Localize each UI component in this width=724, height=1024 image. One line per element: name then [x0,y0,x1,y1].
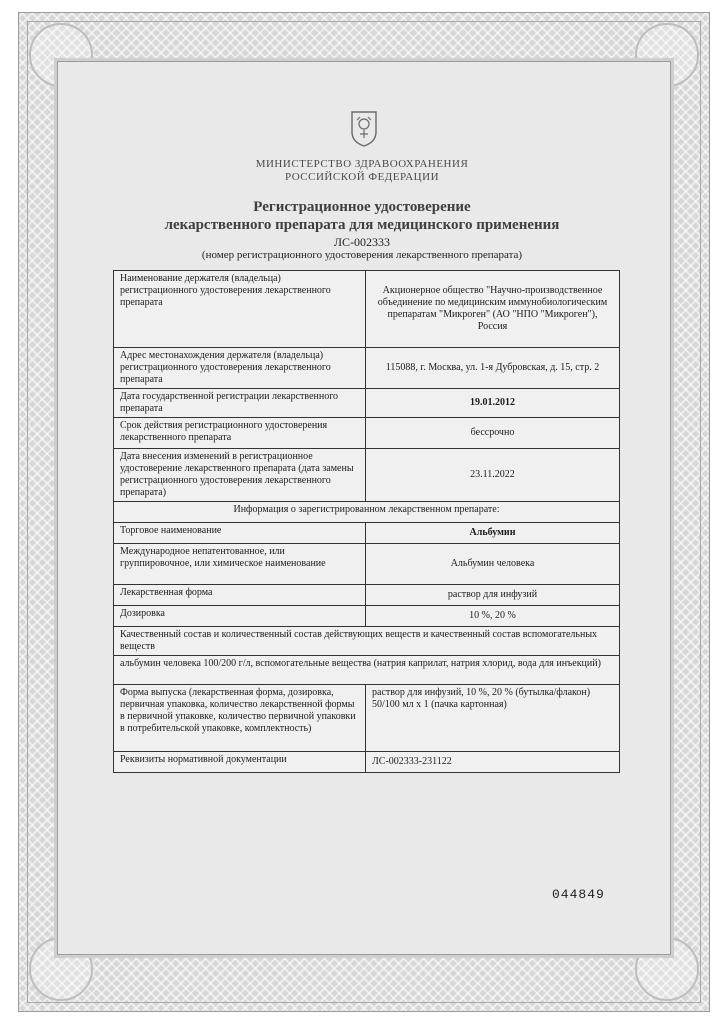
normative-docs-label: Реквизиты нормативной документации [114,752,366,772]
reg-date-label: Дата государственной регистрации лекарственного препарата [114,389,366,417]
table-row [114,502,619,523]
table-row [114,389,619,418]
address-label: Адрес местонахождения держателя (владельца) регистрационного удостоверения лекарственного препарата [114,348,366,388]
table-row [114,606,619,627]
table-row [114,418,619,449]
table-row [114,685,619,752]
registration-number-caption: (номер регистрационного удостоверения лекарственного препарата) [201,249,523,261]
reg-date-value: 19.01.2012 [470,397,515,408]
release-form-label: Форма выпуска (лекарственная форма, дозировка, первичная упаковка, количество лекарственной формы в первичной упаковке, количество первичной упаковки в потребительской упаковке, комплектность) [114,685,366,751]
dosage-form-value: раствор для инфузий [447,589,538,600]
dosage-form-label: Лекарственная форма [114,585,366,605]
serial-number: 044849 [552,887,605,902]
table-row [114,523,619,544]
dosage-label: Дозировка [114,606,366,626]
trade-name-value: Альбумин [469,527,516,538]
table-row [114,544,619,585]
holder-label: Наименование держателя (владельца) регистрационного удостоверения лекарственного препарата [114,271,366,347]
release-form-value: раствор для инфузий, 10 %, 20 % (бутылка/флакон) 50/100 мл x 1 (пачка картонная) [372,687,591,710]
address-value: 115088, г. Москва, ул. 1-я Дубровская, д. 15, стр. 2 [385,362,600,373]
drug-info-header: Информация о зарегистрированном лекарственном препарате: [233,504,500,515]
validity-value: бессрочно [470,427,515,438]
composition-label: Качественный состав и количественный состав действующих веществ и качественный состав вспомогательных веществ [120,629,598,652]
inn-value: Альбумин человека [450,558,535,569]
document-title-line2: лекарственного препарата для медицинского применения [164,217,560,233]
normative-docs-value: ЛС-002333-231122 [372,756,452,767]
table-row [114,656,619,685]
ministry-name-line2: РОССИЙСКОЙ ФЕДЕРАЦИИ [284,171,440,183]
table-row [114,271,619,348]
document-title-line1: Регистрационное удостоверение [253,199,471,215]
ministry-name-line1: МИНИСТЕРСТВО ЗДРАВООХРАНЕНИЯ [255,158,469,170]
validity-label: Срок действия регистрационного удостоверения лекарственного препарата [114,418,366,448]
coat-of-arms-icon [348,108,380,148]
inn-label: Международное непатентованное, или группировочное, или химическое наименование [114,544,366,584]
table-row [114,752,619,772]
composition-value: альбумин человека 100/200 г/л, вспомогательные вещества (натрия каприлат, натрия хлорид, вода для инъекций) [120,658,601,669]
table-row [114,348,619,389]
dosage-value: 10 %, 20 % [469,610,516,621]
changes-label: Дата внесения изменений в регистрационное удостоверение лекарственного препарата (дата замены регистрационного удостоверения лекарственного препарата) [114,449,366,501]
table-row [114,627,619,656]
certificate-table [113,270,620,773]
trade-name-label: Торговое наименование [114,523,366,543]
table-row [114,585,619,606]
table-row [114,449,619,502]
holder-value: Акционерное общество "Научно-производственное объединение по медицинским иммунобиологическим препаратам "Микроген" (АО "НПО "Микроген"), Россия [377,285,608,332]
changes-value: 23.11.2022 [470,469,515,480]
registration-number: ЛС-002333 [333,235,391,249]
